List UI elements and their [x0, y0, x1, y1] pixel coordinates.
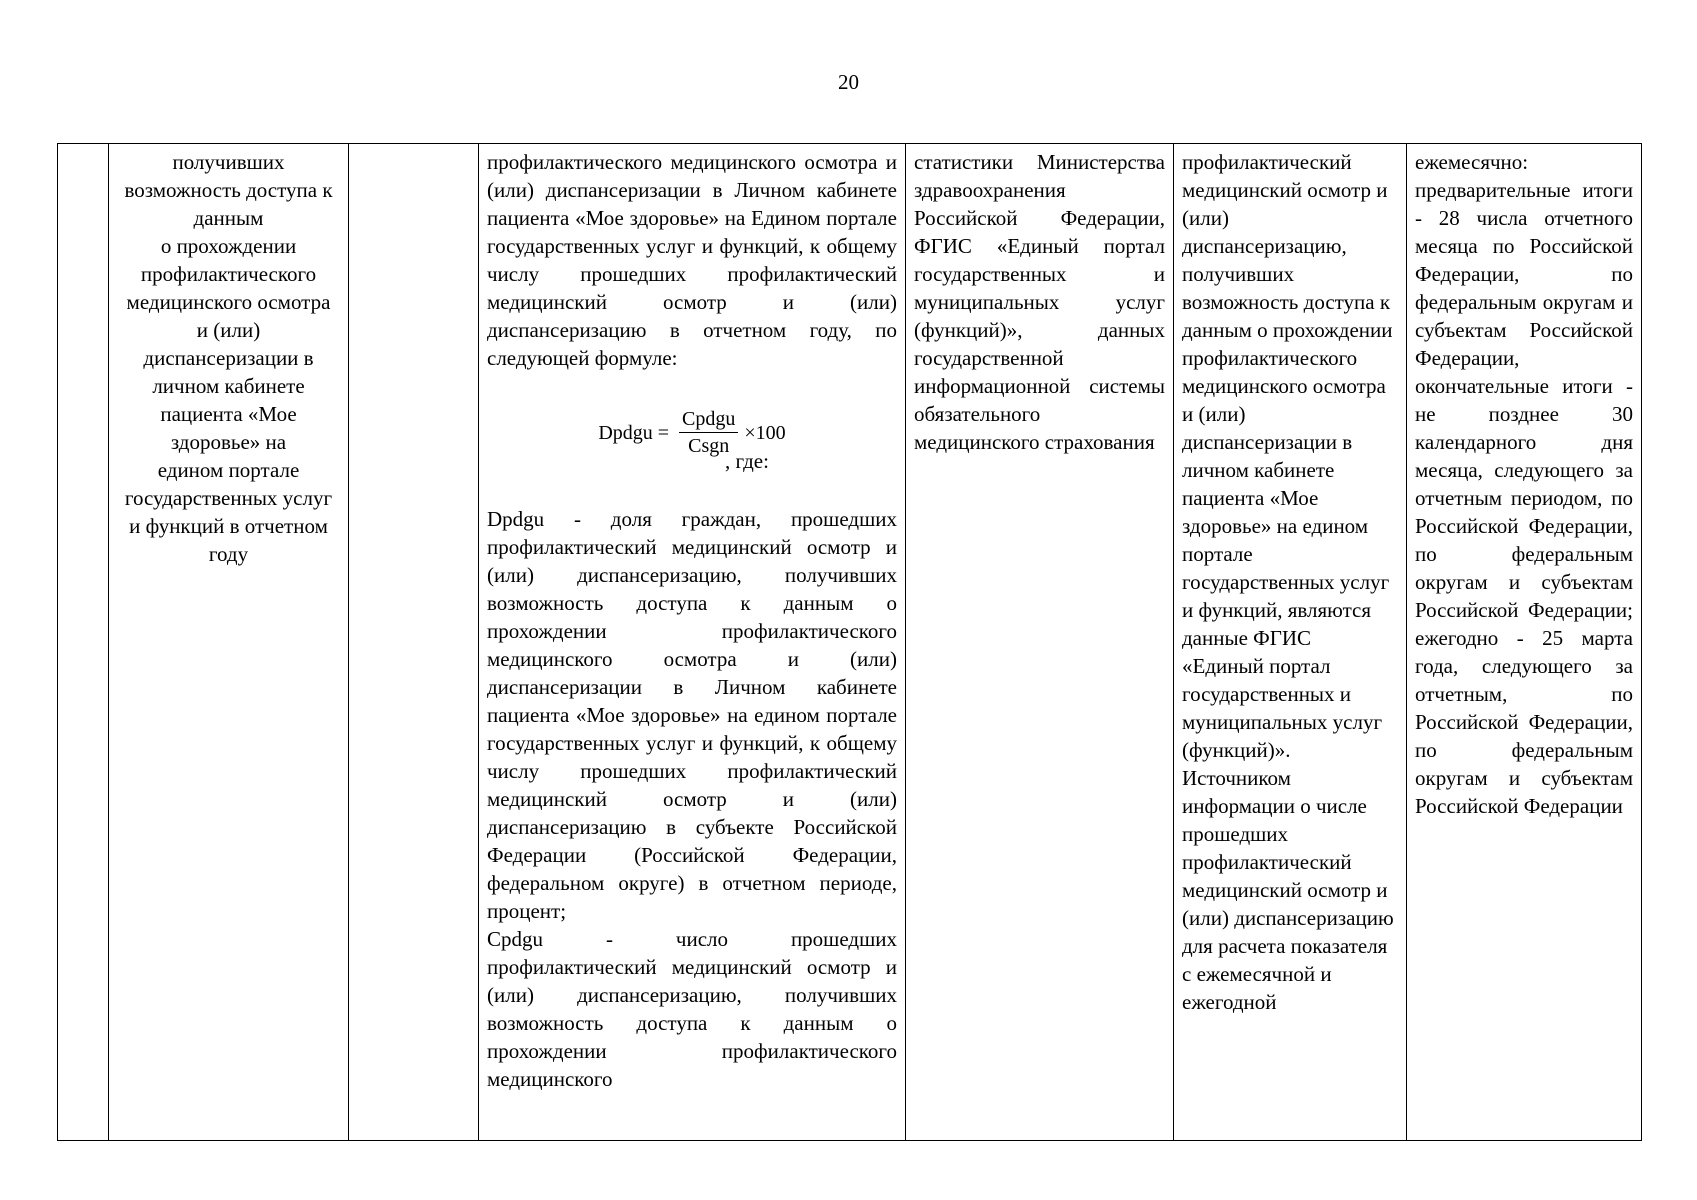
formula-numerator: Cpdgu: [679, 408, 738, 433]
reporting-schedule-text: ежемесячно: предварительные итоги - 28 числа отчетного месяца по Российской Федерации, по федеральным округам и субъектам Российской Федерации, окончательные итоги - не позднее 30 календарного дня месяца, следующего за отчетным периодом, по Российской Федерации, по федеральным округам и субъектам Российской Федерации; ежегодно - 25 марта года, следующего за отчетным, по Российской Федерации, по федеральным округам и субъектам Российской Федерации: [1415, 150, 1633, 818]
indicator-name-line: данным: [193, 206, 264, 230]
indicator-name-line: возможность доступа к: [124, 178, 333, 202]
indicator-name-line: здоровье» на: [170, 430, 287, 454]
source-detail-cell: [1174, 144, 1407, 1141]
indicator-name-line: едином портале: [157, 458, 300, 482]
empty-cell: [349, 144, 479, 1141]
formula-multiplier: ×100: [744, 421, 786, 444]
data-source-cell: [906, 144, 1174, 1141]
indicator-name-line: о прохождении: [160, 234, 297, 258]
definition-dpdgu: Dpdgu - доля граждан, прошедших профилактический медицинский осмотр и (или) диспансеризацию, получивших возможность доступа к данным о прохождении профилактического медицинского осмотра и (или) диспансеризации в Личном кабинете пациента «Мое здоровье» на едином портале государственных услуг и функций, к общему числу прошедших профилактический медицинский осмотр и (или) диспансеризацию в субъекте Российской Федерации (Российской Федерации, федеральном округе) в отчетном периоде, процент;: [487, 507, 897, 923]
indicator-name-line: профилактического: [140, 262, 317, 286]
table-row: [58, 144, 1642, 1141]
methodology-cell: [479, 144, 906, 1141]
row-number-cell: [58, 144, 109, 1141]
formula-lhs: Dpdgu =: [598, 421, 670, 444]
indicator-name-line: получивших: [172, 150, 285, 174]
source-detail-text: профилактический медицинский осмотр и (или) диспансеризацию, получивших возможность доступа к данным о прохождении профилактического медицинского осмотра и (или) диспансеризации в личном кабинете пациента «Мое здоровье» на едином портале государственных услуг и функций, являются данные ФГИС «Единый портал государственных и муниципальных услуг (функций)». Источником информации о числе прошедших профилактический медицинский осмотр и (или) диспансеризацию для расчета показателя с ежемесячной и ежегодной: [1182, 150, 1394, 1014]
indicator-name-line: и функций в отчетном: [129, 514, 328, 538]
indicator-name-line: диспансеризации в: [143, 346, 314, 370]
indicator-name-line: году: [208, 542, 249, 566]
indicator-name-cell: [109, 144, 349, 1141]
definition-cpdgu: Cpdgu - число прошедших профилактический медицинский осмотр и (или) диспансеризацию, получивших возможность доступа к данным о прохождении профилактического медицинского: [487, 927, 897, 1091]
page-number: 20: [838, 70, 859, 94]
indicator-name-line: личном кабинете: [152, 374, 305, 398]
indicator-table: [57, 143, 1642, 1141]
indicator-name-line: пациента «Мое: [160, 402, 297, 426]
indicator-name-line: государственных услуг: [124, 486, 333, 510]
indicator-name-line: и (или): [196, 318, 261, 342]
indicator-name-line: медицинского осмотра: [126, 290, 331, 314]
reporting-schedule-cell: [1407, 144, 1642, 1141]
data-source-text: статистики Министерства здравоохранения Российской Федерации, ФГИС «Единый портал государственных и муниципальных услуг (функций)», данных государственной информационной системы обязательного медицинского страхования: [914, 150, 1165, 454]
methodology-intro: профилактического медицинского осмотра и (или) диспансеризации в Личном кабинете пациента «Мое здоровье» на Едином портале государственных услуг и функций, к общему числу прошедших профилактический медицинский осмотр и (или) диспансеризацию в отчетном году, по следующей формуле:: [487, 150, 897, 370]
formula-where: , где:: [725, 449, 769, 473]
formula-denominator: Csgn: [688, 435, 730, 457]
